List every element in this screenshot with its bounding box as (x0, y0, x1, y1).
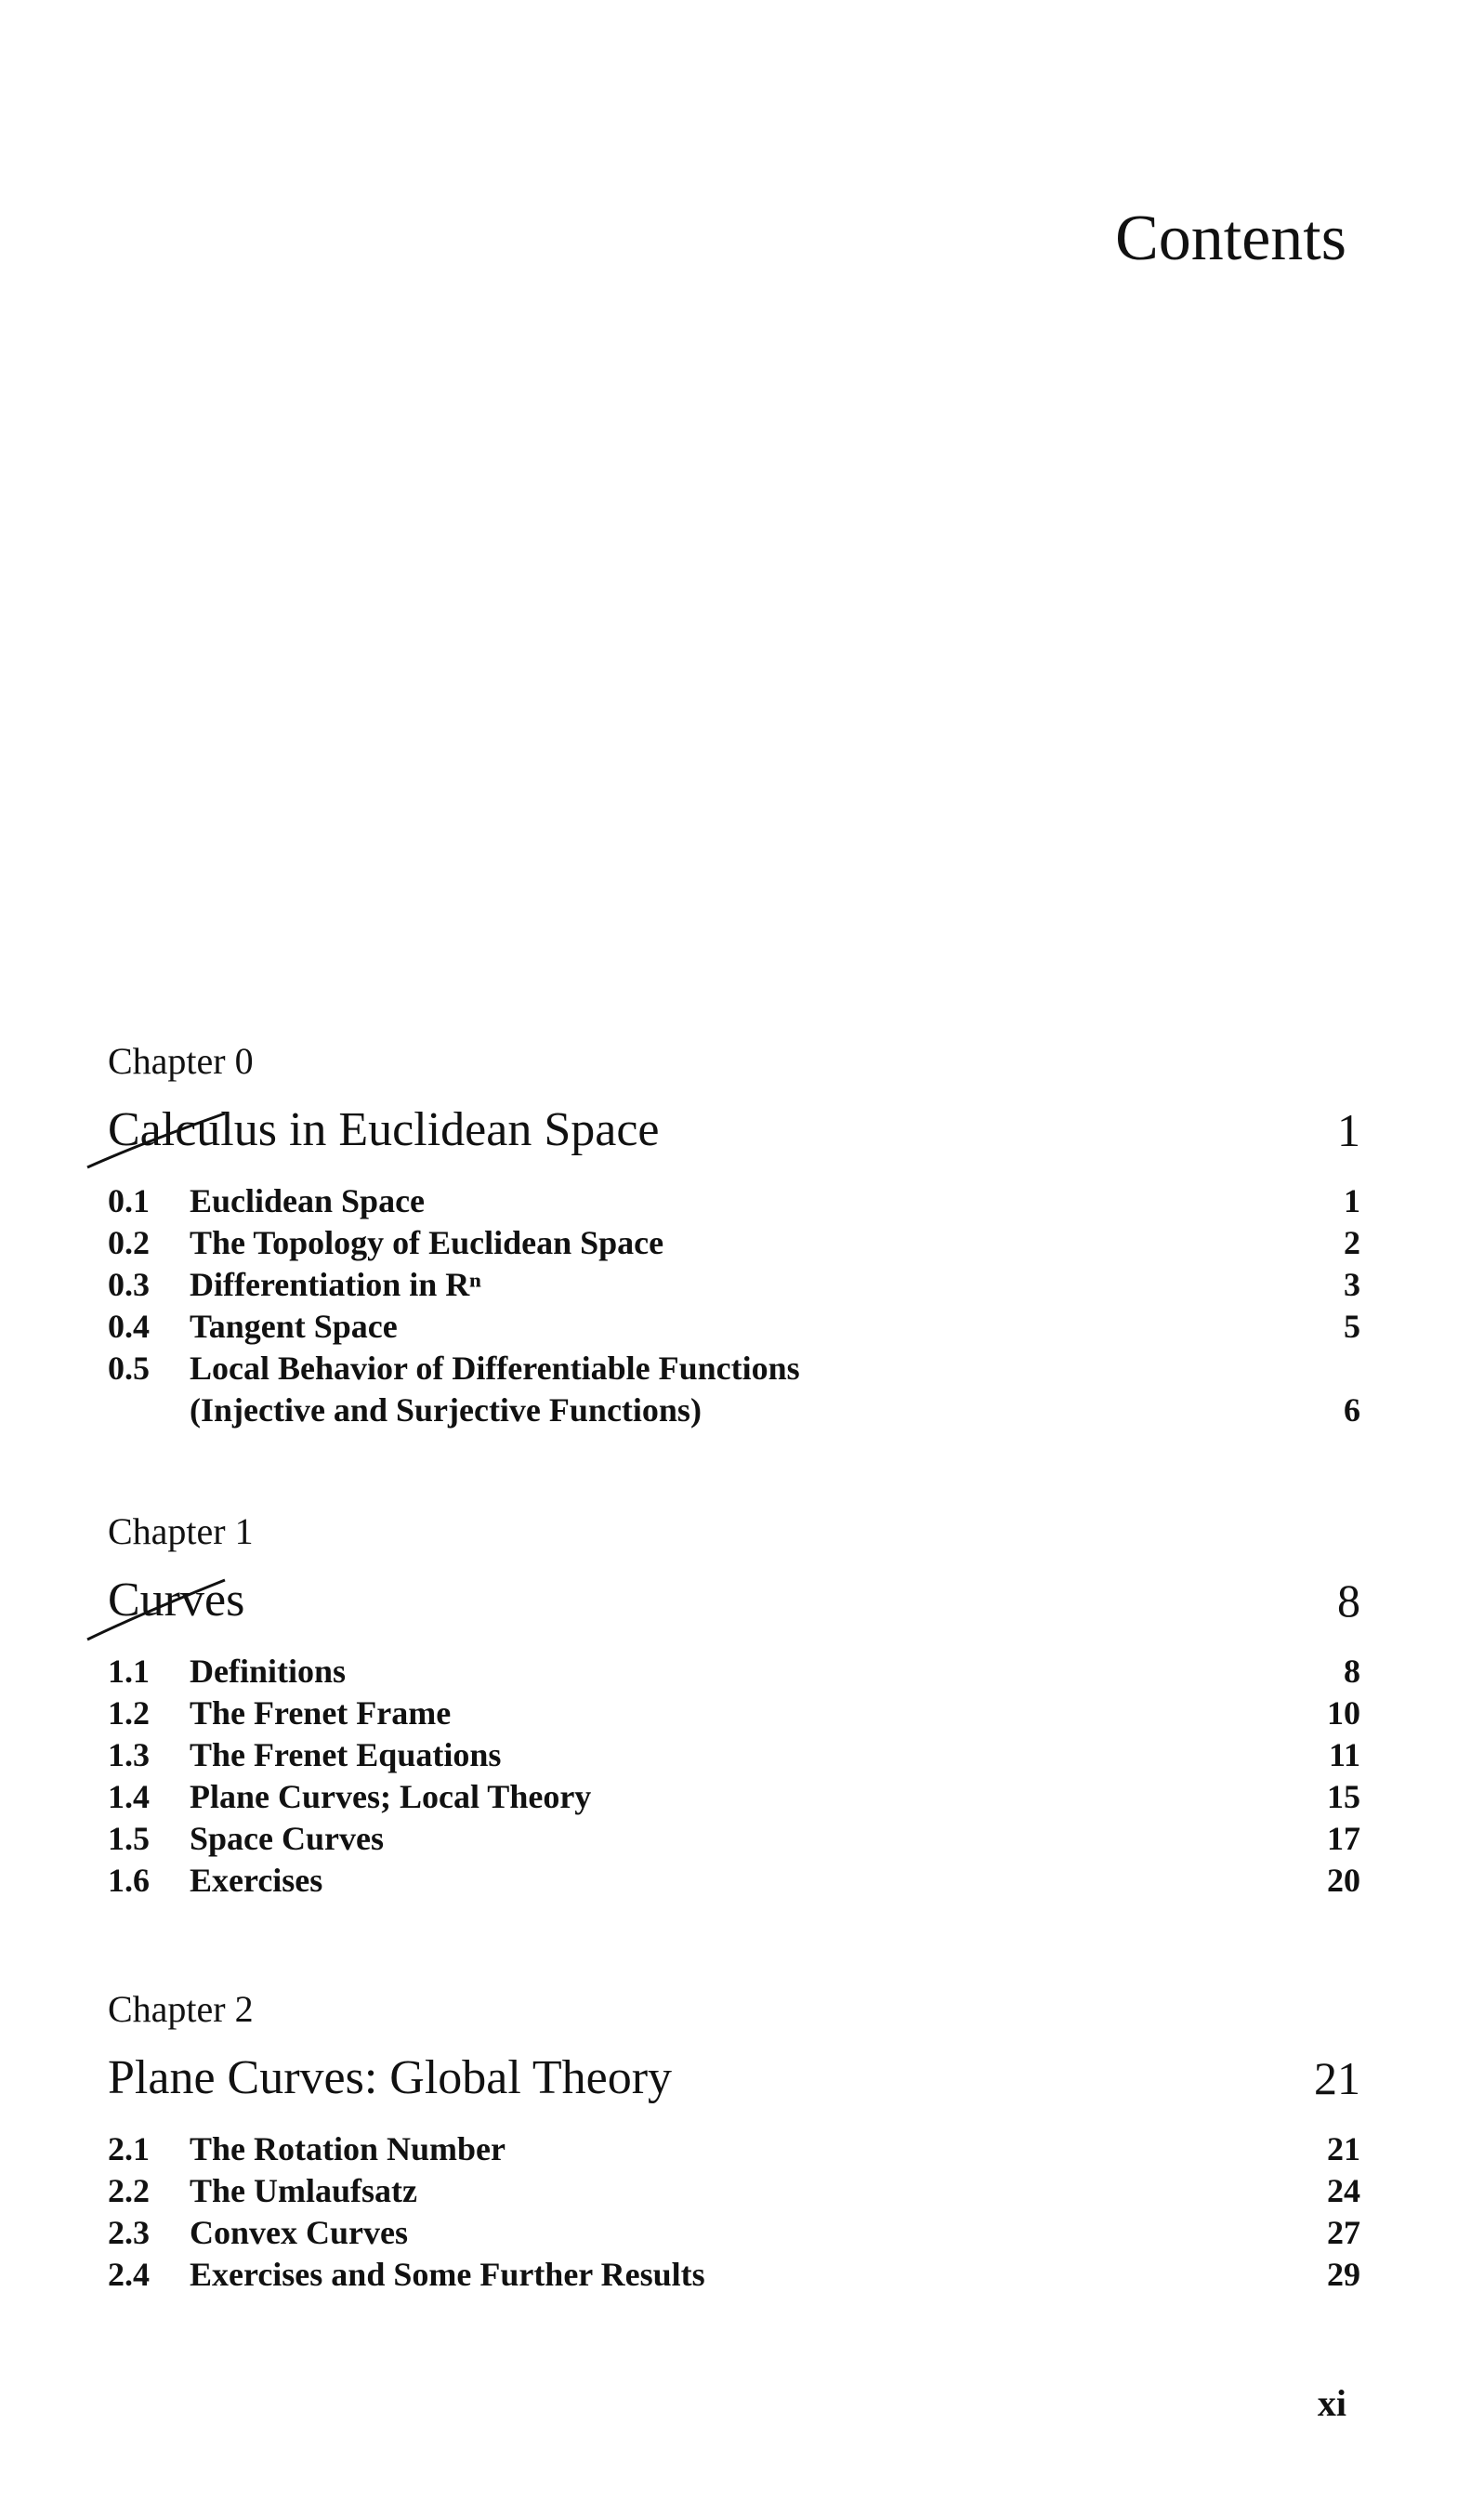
section-title: The Rotation Number (190, 2130, 506, 2167)
section-page-number: 17 (1327, 1820, 1360, 1857)
chapter-heading (108, 2043, 1360, 2117)
section-page-number: 10 (1327, 1694, 1360, 1732)
toc-entry[interactable] (108, 1651, 1360, 1693)
section-title: Tangent Space (190, 1308, 398, 1345)
chapter-0 (108, 1039, 1360, 1431)
section-page-number: 3 (1344, 1266, 1360, 1303)
toc-entry[interactable] (108, 1776, 1360, 1818)
toc-entry[interactable] (108, 1818, 1360, 1860)
section-number: 1.3 (108, 1736, 150, 1773)
folio-page-number: xi (1317, 2382, 1346, 2424)
section-title: Local Behavior of Differentiable Functions (Injective and Surjective Functions) (190, 1350, 800, 1429)
section-title: The Topology of Euclidean Space (190, 1224, 664, 1261)
section-number: 2.1 (108, 2130, 150, 2167)
section-number: 0.3 (108, 1266, 150, 1303)
chapter-label: Chapter 1 (108, 1510, 254, 1552)
section-title: The Umlaufsatz (190, 2172, 417, 2209)
section-number: 0.1 (108, 1182, 150, 1219)
section-page-number: 24 (1327, 2172, 1360, 2209)
section-page-number: 1 (1344, 1182, 1360, 1219)
section-number: 1.2 (108, 1694, 150, 1732)
section-title: Definitions (190, 1653, 347, 1690)
section-page-number: 6 (1344, 1391, 1360, 1429)
section-title: Plane Curves; Local Theory (190, 1778, 592, 1815)
chapter-heading (108, 1565, 1360, 1640)
section-number: 2.3 (108, 2214, 150, 2251)
chapter-page-number: 21 (1314, 2052, 1360, 2104)
pen-strike-mark (85, 1106, 234, 1171)
section-number: 0.2 (108, 1224, 150, 1261)
toc-entry[interactable] (108, 1348, 1360, 1431)
section-page-number: 29 (1327, 2256, 1360, 2293)
toc-entry[interactable] (108, 1306, 1360, 1348)
chapter-page-number: 8 (1337, 1574, 1360, 1627)
toc-entry[interactable] (108, 1264, 1360, 1306)
chapter-title: Plane Curves: Global Theory (108, 2051, 673, 2104)
section-number: 1.5 (108, 1820, 150, 1857)
section-page-number: 2 (1344, 1224, 1360, 1261)
chapter-title: Curves (108, 1574, 245, 1627)
chapter-label: Chapter 2 (108, 1988, 254, 2030)
section-list (108, 1180, 1360, 1431)
section-title: Exercises and Some Further Results (190, 2256, 705, 2293)
toc-entry[interactable] (108, 2128, 1360, 2170)
section-page-number: 5 (1344, 1308, 1360, 1345)
section-number: 1.4 (108, 1778, 150, 1815)
section-number: 1.6 (108, 1862, 150, 1899)
chapter-heading (108, 1095, 1360, 1169)
toc-entry[interactable] (108, 1860, 1360, 1902)
toc-entry[interactable] (108, 1222, 1360, 1264)
section-page-number: 21 (1327, 2130, 1360, 2167)
chapter-label: Chapter 0 (108, 1040, 254, 1082)
section-number: 2.2 (108, 2172, 150, 2209)
section-title: The Frenet Equations (190, 1736, 502, 1773)
section-page-number: 27 (1327, 2214, 1360, 2251)
toc-entry[interactable] (108, 1734, 1360, 1776)
section-list (108, 2128, 1360, 2296)
section-title: Differentiation in Rⁿ (190, 1266, 481, 1303)
section-title: Exercises (190, 1862, 323, 1899)
section-title: Convex Curves (190, 2214, 408, 2251)
section-title: Space Curves (190, 1820, 384, 1857)
chapter-page-number: 1 (1337, 1104, 1360, 1156)
section-page-number: 8 (1344, 1653, 1360, 1690)
toc-entry[interactable] (108, 2170, 1360, 2212)
section-page-number: 15 (1327, 1778, 1360, 1815)
section-number: 0.4 (108, 1308, 150, 1345)
section-number: 1.1 (108, 1653, 150, 1690)
chapter-2 (108, 1987, 1360, 2296)
chapter-title: Calculus in Euclidean Space (108, 1103, 660, 1156)
pen-strike-mark (85, 1576, 234, 1641)
section-number: 0.5 (108, 1350, 150, 1387)
section-page-number: 11 (1328, 1736, 1360, 1773)
toc-entry[interactable] (108, 2212, 1360, 2254)
section-title: The Frenet Frame (190, 1694, 452, 1732)
section-title: Euclidean Space (190, 1182, 426, 1219)
toc-entry[interactable] (108, 2254, 1360, 2296)
page-title: Contents (1115, 203, 1346, 274)
chapter-1 (108, 1509, 1360, 1902)
section-page-number: 20 (1327, 1862, 1360, 1899)
section-number: 2.4 (108, 2256, 150, 2293)
section-list (108, 1651, 1360, 1902)
toc-entry[interactable] (108, 1693, 1360, 1734)
toc-entry[interactable] (108, 1180, 1360, 1222)
